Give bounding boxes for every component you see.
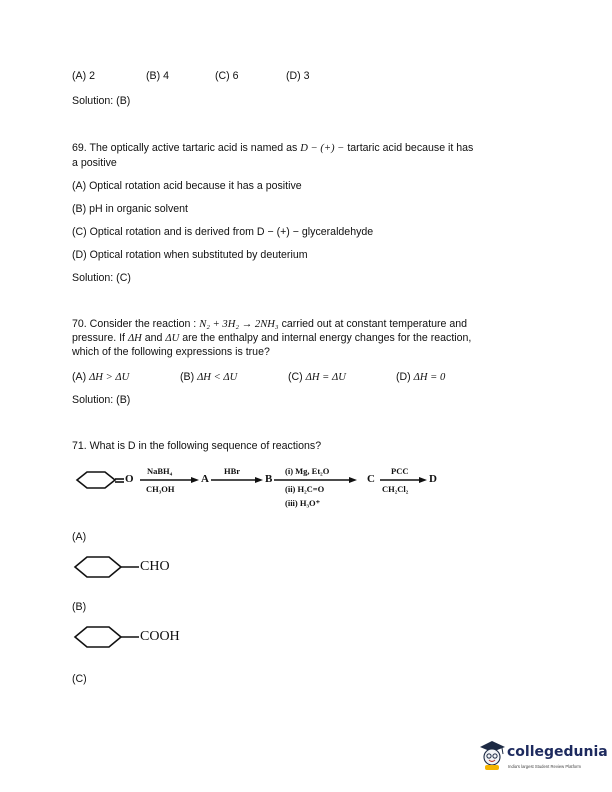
q70-option-b-label: (B)	[180, 371, 198, 383]
reagent-4-bottom: CH₂Cl₂	[382, 484, 409, 494]
product-a: A	[201, 473, 209, 485]
q69-option-d: (D) Optical rotation when substituted by deuterium	[72, 249, 308, 261]
product-b: B	[265, 473, 273, 485]
q69-solution: Solution: (C)	[72, 272, 131, 284]
q70-delta-u: ΔU	[165, 333, 180, 344]
arrowhead-2	[255, 477, 263, 483]
reagent-3-line3: (iii) H₃O⁺	[285, 498, 321, 508]
q71-option-b-label: (B)	[72, 601, 87, 613]
reagent-4-top: PCC	[391, 466, 409, 476]
reagent-2-top: HBr	[224, 466, 241, 476]
q69-option-b: (B) pH in organic solvent	[72, 203, 188, 215]
brand-tagline: India's largest Student Review Platform	[508, 764, 581, 769]
q69-stem-b: tartaric acid because it has	[344, 142, 474, 154]
q70-reaction-equation: N₂ + 3H₂ → 2NH₃	[199, 319, 279, 330]
q70-option-c-math: ΔH = ΔU	[305, 372, 346, 383]
q70-option-d-label: (D)	[396, 371, 414, 383]
q68-solution: Solution: (B)	[72, 95, 131, 107]
q71-option-c-label: (C)	[72, 673, 87, 685]
q68-option-a: (A) 2	[72, 70, 95, 82]
q71-option-a-label: (A)	[72, 531, 87, 543]
reagent-1-top: NaBH₄	[147, 466, 173, 476]
option-b-cyclohexane-ring	[75, 627, 121, 647]
product-c: C	[367, 473, 375, 485]
carbonyl-oxygen: O	[125, 473, 134, 485]
q70-line1-b: carried out at constant temperature and	[278, 318, 468, 330]
reagent-1-bottom: CH₃OH	[146, 484, 175, 494]
arrowhead-1	[191, 477, 199, 483]
product-d: D	[429, 473, 437, 485]
q68-option-b: (B) 4	[146, 70, 169, 82]
q70-option-d-math: ΔH = 0	[413, 372, 446, 383]
arrowhead-4	[419, 477, 427, 483]
q71-stem: 71. What is D in the following sequence of reactions?	[72, 440, 322, 452]
q70-line2-a: pressure. If	[72, 332, 128, 344]
mascot-icon	[478, 740, 506, 772]
q68-option-c: (C) 6	[215, 70, 239, 82]
q70-option-a-label: (A)	[72, 371, 90, 383]
reagent-3-line2: (ii) H₂C=O	[285, 484, 325, 494]
q69-stem-math: D − (+) −	[300, 143, 345, 154]
q69-stem-line2: a positive	[72, 157, 117, 169]
q70-delta-h: ΔH	[127, 333, 142, 344]
option-a-cyclohexane-ring	[75, 557, 121, 577]
q70-option-c-label: (C)	[288, 371, 306, 383]
q70-line2-b: and	[141, 332, 166, 344]
reagent-3-line1: (i) Mg, Et₂O	[285, 466, 330, 476]
q69-stem-a: 69. The optically active tartaric acid is named as	[72, 142, 301, 154]
q70-solution: Solution: (B)	[72, 394, 131, 406]
q70-line2-c: are the enthalpy and internal energy changes for the reaction,	[179, 332, 472, 344]
q69-option-c: (C) Optical rotation and is derived from D − (+) − glyceraldehyde	[72, 226, 374, 238]
q71-option-b-cooh: COOH	[140, 629, 180, 644]
q70-line1-a: 70. Consider the reaction :	[72, 318, 200, 330]
brand-name: collegedunia	[507, 744, 608, 760]
q70-stem-line3: which of the following expressions is true?	[72, 346, 270, 358]
arrowhead-3	[349, 477, 357, 483]
q70-option-b-math: ΔH < ΔU	[197, 372, 238, 383]
q68-option-d: (D) 3	[286, 70, 310, 82]
cyclohexanone-ring	[77, 472, 115, 488]
q70-option-a-math: ΔH > ΔU	[89, 372, 130, 383]
q71-option-a-cho: CHO	[140, 559, 170, 574]
q69-option-a: (A) Optical rotation acid because it has a positive	[72, 180, 302, 192]
